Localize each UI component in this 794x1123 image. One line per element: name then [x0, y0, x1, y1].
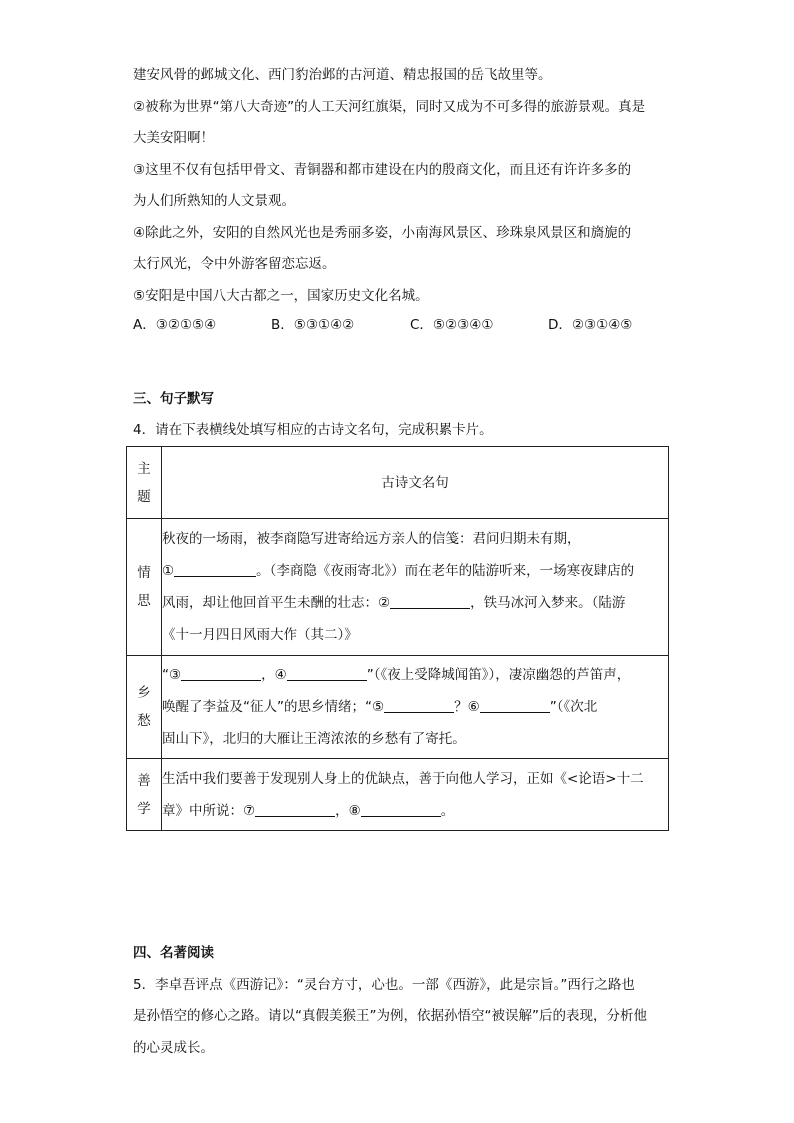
content-line — [162, 795, 668, 827]
content-line — [162, 587, 668, 619]
content-text: ，⑧ — [335, 802, 361, 819]
blank-label: ① — [162, 563, 175, 579]
fill-blank-7[interactable] — [255, 801, 335, 817]
content-line: 固山下》，北归的大雁让王湾浓浓的乡愁有了寄托。 — [162, 731, 466, 747]
content-line: 《十一月四日风雨大作（其二）》 — [162, 627, 358, 643]
theme-cell-xiangchou — [127, 656, 162, 759]
table-header-row — [127, 447, 669, 519]
content-text: ？⑥ — [454, 699, 480, 715]
content-line — [162, 659, 668, 691]
q3-sentence-2-cont: 大美安阳啊！ — [133, 130, 214, 146]
table-row-xiangchou — [127, 656, 669, 759]
content-cell-shanxue — [162, 759, 669, 831]
theme-char: 情 — [137, 565, 151, 581]
q3-sentence-2: ②被称为世界“第八大奇迹”的人工天河红旗渠，同时又成为不可多得的旅游景观。真是 — [133, 99, 646, 115]
content-cell-qingsi — [162, 519, 669, 656]
content-text: 。 — [440, 802, 455, 819]
content-line: 生活中我们要善于发现别人身上的优缺点，善于向他人学习，正如《<论语>十二 — [162, 770, 644, 787]
theme-header-char: 主 — [137, 460, 151, 477]
content-text: 。（李商隐《夜雨寄北》）而在老年的陆游听来，一场寒夜肆店的 — [256, 563, 635, 579]
theme-cell-shanxue — [127, 759, 162, 831]
theme-header-char: 题 — [137, 488, 151, 505]
theme-header-cell — [127, 447, 162, 519]
question-4-prompt: 4．请在下表横线处填写相应的古诗文名句，完成积累卡片。 — [133, 422, 493, 438]
question-5-line-1: 5．李卓吾评点《西游记》：“灵台方寸，心也。一部《西游》，此是宗旨。”西行之路也 — [133, 977, 635, 993]
content-line: 秋夜的一场雨，被李商隐写进寄给远方亲人的信笺：君问归期未有期， — [162, 531, 581, 547]
theme-char: 学 — [137, 800, 151, 817]
theme-char: 思 — [137, 593, 151, 609]
theme-char: 乡 — [137, 685, 151, 701]
content-text: 风雨，却让他回首平生未酬的壮志：② — [162, 595, 391, 611]
option-b[interactable]: B．⑤③①④② — [271, 317, 355, 333]
fill-blank-1[interactable] — [174, 561, 256, 577]
section-4-heading: 四、名著阅读 — [133, 945, 214, 961]
question-5-line-3: 的心灵成长。 — [133, 1040, 214, 1056]
q3-sentence-line: 建安风骨的邺城文化、西门豹治邺的古河道、精忠报国的岳飞故里等。 — [133, 67, 552, 83]
option-c[interactable]: C．⑤②③④① — [410, 317, 494, 333]
content-line — [162, 691, 668, 723]
accumulation-card-table — [126, 446, 669, 831]
content-text: ，铁马冰河入梦来。（陆游 — [470, 595, 626, 611]
theme-cell-qingsi — [127, 519, 162, 656]
q3-sentence-4: ④除此之外，安阳的自然风光也是秀丽多姿，小南海风景区、珍珠泉风景区和旖旎的 — [133, 225, 632, 241]
q3-sentence-3-cont: 为人们所熟知的人文景观。 — [133, 193, 295, 209]
theme-char: 愁 — [137, 713, 151, 729]
section-3-heading: 三、句子默写 — [133, 391, 214, 407]
option-a[interactable]: A．③②①⑤④ — [133, 317, 217, 333]
fill-blank-2[interactable] — [390, 593, 470, 609]
content-cell-xiangchou — [162, 656, 669, 759]
content-line — [162, 555, 668, 587]
content-text: 唤醒了李益及“征人”的思乡情绪；“⑤ — [162, 699, 385, 715]
table-row-qingsi — [127, 519, 669, 656]
fill-blank-4[interactable] — [287, 665, 367, 681]
content-text: ”（《次北 — [549, 699, 598, 715]
fill-blank-8[interactable] — [361, 801, 441, 817]
q3-sentence-4-cont: 太行风光，令中外游客留恋忘返。 — [133, 256, 336, 272]
content-text: “③ — [162, 667, 182, 683]
q3-sentence-3: ③这里不仅有包括甲骨文、青铜器和都市建设在内的殷商文化，而且还有许许多多的 — [133, 162, 632, 178]
table-row-shanxue — [127, 759, 669, 831]
content-text: ，④ — [261, 667, 287, 683]
question-5-line-2: 是孙悟空的修心之路。请以“真假美猴王”为例，依据孙悟空“被误解”后的表现，分析他 — [133, 1008, 647, 1024]
content-text: ”（《夜上受降城闻笛》），凄凉幽怨的芦笛声， — [366, 667, 631, 683]
fill-blank-6[interactable] — [480, 697, 550, 713]
content-header-cell: 古诗文名句 — [162, 447, 669, 519]
theme-char: 善 — [137, 772, 151, 789]
fill-blank-3[interactable] — [181, 665, 261, 681]
content-text: 章》中所说：⑦ — [162, 802, 256, 819]
fill-blank-5[interactable] — [384, 697, 454, 713]
option-d[interactable]: D．②③①④⑤ — [548, 317, 633, 333]
q3-sentence-5: ⑤安阳是中国八大古都之一，国家历史文化名城。 — [133, 288, 429, 304]
